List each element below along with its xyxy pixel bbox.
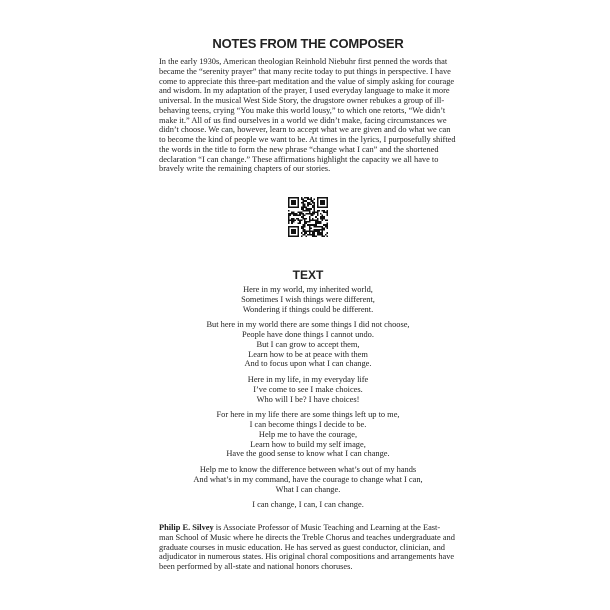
paragraph-line: universal. In the musical West Side Story, the drugstore owner rebukes a group of ill- xyxy=(159,96,445,105)
lyric-line: Sometimes I wish things were different, xyxy=(241,294,375,304)
paragraph-line: make it.” All of us find ourselves in a world we didn’t make, facing circumstances we xyxy=(159,115,447,125)
paragraph-line: In the early 1930s, American theologian Reinhold Niebuhr first penned the words that xyxy=(159,57,448,66)
lyric-line: Learn how to be at peace with them xyxy=(248,349,368,359)
document-page xyxy=(159,36,457,572)
lyric-line: For here in my life there are some things left up to me, xyxy=(216,410,400,420)
paragraph-line: declaration “I can change.” These affirmations highlight the capacity we all have to xyxy=(159,154,439,164)
paragraph-line: come to appreciate this three-part meditation and the value of simply asking for courage xyxy=(159,76,455,86)
stanza xyxy=(159,320,457,369)
notes-paragraph xyxy=(159,57,457,174)
bio-name: Philip E. Silvey xyxy=(159,523,214,532)
paragraph-line: to become the kind of people we want to be. At times in the lyrics, I purposefully shifted xyxy=(159,135,456,144)
lyrics xyxy=(159,285,457,510)
bio-line: been performed by all-state and national honors choruses. xyxy=(159,562,353,571)
paragraph-line: behaving teens, crying “You make this world lousy,” to which one retorts, “We didn’t xyxy=(159,105,446,115)
paragraph-line: didn’t choose. We can, however, learn to accept what we are given and do what we can xyxy=(159,125,451,135)
lyric-line: Wondering if things could be different. xyxy=(242,304,374,314)
stanza xyxy=(159,500,457,510)
stanza xyxy=(159,285,457,314)
lyric-line: People have done things I cannot undo. xyxy=(242,330,374,339)
qr-code[interactable] xyxy=(280,197,336,237)
lyric-line: But I can grow to accept them, xyxy=(256,339,360,349)
paragraph-line: bravely write the remaining chapters of our stories. xyxy=(159,164,331,174)
bio-line: graduate courses in music education. He has served as guest conductor, clinician, and xyxy=(159,542,445,552)
stanza xyxy=(159,465,457,494)
qr-code-icon xyxy=(288,197,328,237)
bio-line: man School of Music where he directs the Treble Chorus and teaches undergraduate and xyxy=(159,532,455,542)
lyric-line: And what’s in my command, have the courage to change what I can, xyxy=(193,474,423,484)
lyric-line: Here in my life, in my everyday life xyxy=(247,375,369,384)
lyric-line: Help me to have the courage, xyxy=(258,429,358,439)
paragraph-line: became the “serenity prayer” that many recite today to put things in perspective. I have xyxy=(159,66,451,76)
text-title: TEXT xyxy=(292,268,324,282)
lyric-line: Who will I be? I have choices! xyxy=(256,394,360,404)
lyric-line: But here in my world there are some things I did not choose, xyxy=(206,320,410,330)
lyric-line: And to focus upon what I can change. xyxy=(244,359,372,369)
lyric-line: I’ve come to see I make choices. xyxy=(253,384,363,394)
bio-line: adjudicator in numerous states. His original choral compositions and arrangements have xyxy=(159,552,455,562)
stanza xyxy=(159,375,457,404)
notes-title: NOTES FROM THE COMPOSER xyxy=(212,36,404,51)
lyric-line: I can change, I can, I can change. xyxy=(252,500,364,510)
composer-bio xyxy=(159,523,457,572)
lyric-line: Learn how to build my self image, xyxy=(250,439,366,449)
lyric-line: I can become things I decide to be. xyxy=(249,420,367,429)
bio-text: is Associate Professor of Music Teaching and Learning at the East- xyxy=(213,523,441,532)
paragraph-line: the words in the title to form the new phrase “change what I can” and the shortened xyxy=(159,144,439,154)
lyric-line: Help me to know the difference between what’s out of my hands xyxy=(199,465,417,474)
stanza xyxy=(159,410,457,459)
lyric-line: Here in my world, my inherited world, xyxy=(243,285,373,294)
paragraph-line: and wisdom. In my adaptation of the prayer, I used everyday language to make it more xyxy=(159,86,450,96)
lyric-line: Have the good sense to know what I can change. xyxy=(226,449,390,459)
lyric-line: What I can change. xyxy=(275,484,341,494)
